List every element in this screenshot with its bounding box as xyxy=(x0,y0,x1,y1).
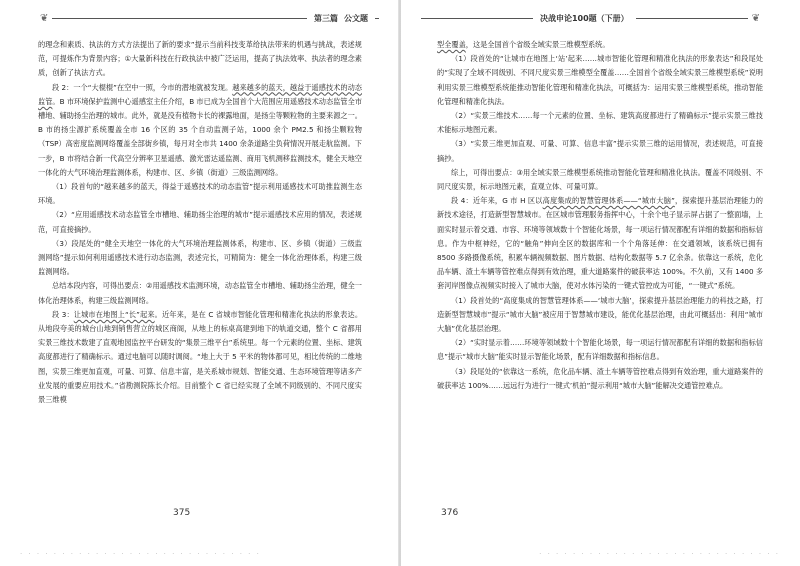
page-number: 375 xyxy=(173,508,191,518)
paragraph: （1）段首句的“越来越多的蓝天，得益于遥感技术的动态监管”提示利用遥感技术可助推监测生态环境。 xyxy=(38,182,362,206)
page-edge-mark: · · · · · · · · · · · · · · · · · · · · · · · · · · · · · xyxy=(20,550,261,558)
right-page xyxy=(401,0,800,566)
wavy-underlined-phrase: 型全覆盖 xyxy=(437,40,466,49)
section-label: 第三篇 xyxy=(314,13,338,23)
paragraph: 段 4：近年来，G 市 H 区以高度集成的智慧管理体系——“城市大脑”，探索提升基层治理能力的新技术途径，打造新型智慧城市。在区城市管理服务指挥中心，十余个电子显示屏占据了一整面墙，上面实时显示着交通、市容、环境等领域数十个智能化场景，每一项运行情况都配有详细的数据和指标信息。作为中枢神经，它的“触角”伸向全区的数据库和一个个角落延伸：在交通领域，该系统已拥有 8500 多路摄像系统，积累车辆视频数据、图片数据、结构化数据等 5.7 亿余条。依靠这一系统，危化品车辆、渣土车辆等管控难点得到有效治理，重大道路案件的破获率达 100%。不久前，又有 1400 多套河岸图像点视频实时接入了城市大脑，使对水体污染的一键式管控成为可能，“一键式”系统。 xyxy=(437,196,764,291)
paragraph: （2）“应用遥感技术动态监管全市槽地、辅助扬尘治理的城市”提示遥感技术应用的情况，表述规范，可直接摘抄。 xyxy=(38,210,362,234)
paragraph: （2）“实时显示着……环境等领域数十个智能化场景，每一项运行情况都配有详细的数据和指标信息”提示“城市大脑”能实时显示智能化场景，配有详细数据和指标信息。 xyxy=(437,338,763,362)
right-page-body xyxy=(437,38,763,393)
paragraph: （3）“实景三维更加直观、可量、可算、信息丰富”提示实景三维的运用情况，表述规范，可直接摘抄。 xyxy=(437,139,763,163)
subject-label: 公文题 xyxy=(344,13,368,23)
header-rule xyxy=(421,18,533,19)
page-number: 376 xyxy=(441,508,459,518)
header-rule xyxy=(636,18,748,19)
ornament-icon: ❦ xyxy=(751,12,760,24)
paragraph: （1）段首处的“高度集成的智慧管理体系——‘城市大脑’，探索提升基层治理能力的科技之路，打造新型智慧城市”提示“城市大脑”被应用于智慧城市建设，能优化基层治理，由此可概括出：利用“城市大脑”优化基层治理。 xyxy=(437,295,763,334)
paragraph: 综上，可得出要点：③用全域实景三维模型系统推动智能化管理和精准化执法。覆盖不同级别、不同尺度实景，标示地图元素，直观立体、可量可算。 xyxy=(437,167,763,192)
paragraph: （3）段尾处的“健全天地空一体化的大气环境治理监测体系，构建市、区、乡镇（街道）三级监测网络”提示如何利用遥感技术进行动态监测，表述完长，可精简为：健全一体化治理体系，构建三级监测网络。 xyxy=(38,238,362,277)
wavy-underlined-phrase: 让城市在地图上“长”起来 xyxy=(73,309,155,319)
page-edge-mark: · · · · · · · · · · · · · · · · · · · · · · · · · · · · · xyxy=(539,550,780,558)
paragraph: （3）段尾处的“依靠这一系统，危化品车辆、渣土车辆等管控难点得到有效治理，重大道路案件的破获率达 100%……远远行为进行‘一键式’机拍”提示利用“城市大脑”能解决交通管控难点。 xyxy=(437,366,763,390)
left-page-header xyxy=(40,10,383,26)
paragraph: 段 2：一个“大棍棍”在空中一照，今市的潜地就被发现。越来越多的蓝天，越益于遥感技术的动态监管。B 市环境保护监测中心遥感室主任介绍，B 市已成为全国首个大范围应用遥感技术动态监管全市槽地、辅助扬尘治理的城市。此外，就是没有植物卡长的裸露地面，是扬尘等颗粒物的主要来源之一。B 市的扬尘源扩系统覆盖全市 16 个区的 35 个自动监测子站，1000 余个 PM2.5 和扬尘颗粒物（TSP）高密度监测网络覆盖全部街乡镇，每月对全市共 1400 余条道路尘负荷情况开展走航监测。下一步，B 市将结合新一代高空分辨率卫星遥感、激光雷达遥监测、商用飞机测移监测技术，健全天地空一体化的大气环境治理监测体系，构建市、区、乡镇（街道）三级监测网络。 xyxy=(38,82,362,177)
paragraph: 段 3：让城市在地图上“长”起来。近年来，是在 C 省城市智能化管理和精准化执法的形象表达。从地段夸美的城台山地到销售营立的城区商阁，从地上的标桌高建到地下的轨道交通，整个 C 省都用实景三维技术数建了直观地园监控平台研发的“集景三维平台”系统里。每一个元素的位置、坐标、建筑高度都进行了精确标示。通过电脑可以随时调阅。“地上大于 5 平米的物体都可见，相比传统的二维地图，实景三维更加直观，可量、可算、信息丰富，是关系城市规划、智能交通、生态环境管理等诸多产业发展的重要应用技术。”省勘测院陈长介绍。目前整个 C 省已经实现了全域不同级别的、不同尺度实景三维模 xyxy=(38,309,363,405)
paragraph: 总结本段内容，可得出要点：②用遥感技术监测环境，动态监管全市槽地、辅助扬尘治理，健全一体化治理体系，构建三级监测网络。 xyxy=(38,281,362,305)
book-title-label: 决战申论100题（下册） xyxy=(539,13,629,23)
wavy-underlined-phrase: 越来越多的蓝天，越益于遥感技术的动态监管 xyxy=(38,82,362,106)
wavy-underlined-phrase: 高度集成的智慧管理体系——“城市大脑” xyxy=(542,196,675,206)
paragraph: 型全覆盖，这是全国首个省级全域实景三维模型系统。 xyxy=(437,40,610,49)
paragraph: 的理念和素质、执法的方式方法提出了新的要求”提示当前科技变革给执法带来的机遇与挑战，表述规范，可提炼作为背景内容；①大量新科技在行政执法中被广泛运用，提高了执法效率、执法者的理念素质，创新了执法方式。 xyxy=(38,40,362,78)
paragraph: （1）段首处的“让城市在地图上‘站’起来……城市智能化管理和精准化执法的形象表达”和段尾处的“实现了全域不同级别、不同尺度实景三维模型全覆盖……全国首个省级全域实景三维模型系统”说明利用实景三维模型系统能推动智能化管理和精准化执法，可概括为：运用实景三维模型系统，推动智能化管理和精准化执法。 xyxy=(437,54,763,106)
left-page-body xyxy=(38,38,362,407)
right-page-header xyxy=(417,10,760,26)
left-page xyxy=(0,0,399,566)
header-rule xyxy=(375,18,379,19)
ornament-icon: ❦ xyxy=(40,12,49,24)
header-rule xyxy=(52,18,307,19)
paragraph: （2）“实景三维技术……每一个元素的位置、坐标、建筑高度都进行了精确标示”提示实景三维技术能标示地图元素。 xyxy=(437,111,763,135)
